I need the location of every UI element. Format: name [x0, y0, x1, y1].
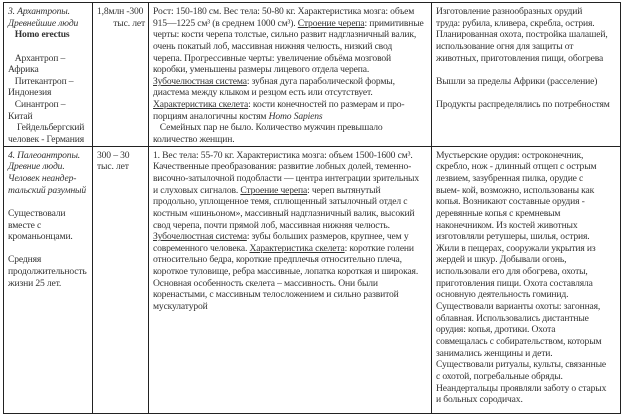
text-line [436, 313, 617, 325]
underlined-heading: Характеристика скелета [153, 99, 249, 111]
stage-cell [4, 146, 93, 413]
text-segment: Семейных пар не было. Количество мужчин превышало [153, 122, 383, 134]
text-line [436, 336, 617, 348]
underlined-heading: Зубочелюстная система [153, 75, 247, 87]
text-segment: Существовали ритуалы, культы, связанные [436, 359, 607, 371]
text-segment: облавная. Использовались дистантные [436, 312, 589, 324]
text-segment: Планированная охота, постройка шалашей, [436, 29, 608, 41]
text-line [153, 278, 428, 290]
table-row-archanthropes [4, 3, 621, 147]
underlined-heading: Строение черепа [240, 184, 308, 196]
text-segment: Существовали варианты охоты: загонная, [436, 301, 601, 313]
stage-cell [4, 3, 93, 147]
text-segment: Homo Sapiens [268, 110, 323, 122]
text-segment: Индонезия [8, 87, 52, 99]
text-segment: Древнейшие люди [8, 17, 79, 29]
text-line [436, 53, 617, 65]
text-segment: Существовали [8, 207, 66, 219]
text-line [436, 348, 617, 360]
text-line [97, 161, 145, 173]
text-line [153, 76, 428, 88]
text-segment: очень покатый лоб, массивная нижняя челюсть, низкий свод [153, 40, 393, 52]
period-cell [93, 3, 149, 147]
text-line [8, 150, 89, 162]
text-segment: : череп вытянутый [307, 184, 381, 196]
text-segment: использование огня для защиты от [436, 40, 574, 52]
text-segment: Вышли за пределы Африки (расселение) [436, 75, 598, 87]
text-line [153, 111, 428, 123]
text-line [8, 99, 89, 111]
text-segment: 1. Вес тела: 55-70 кг. Характеристика мозга: объем 1500-1600 см³. [153, 149, 413, 161]
text-line [153, 231, 428, 243]
text-line [436, 359, 617, 371]
text-segment: свод черепа, почти прямой лоб, массивная нижняя челюсть. [153, 219, 390, 231]
text-segment: 300 – 30 [97, 149, 130, 161]
text-segment: Homo erectus [8, 29, 70, 41]
text-line [153, 87, 428, 99]
text-segment: височно-затылочной подобласти — центра интеграции зрительных [153, 172, 419, 184]
text-line [8, 18, 89, 30]
text-segment: копья. Возникают составные орудия - [436, 196, 585, 208]
text-line [153, 161, 428, 173]
text-segment: количество женщин. [153, 134, 235, 146]
text-line [97, 6, 145, 18]
text-line [8, 53, 89, 65]
text-line [436, 150, 617, 162]
text-line [153, 220, 428, 232]
text-segment: 3. Архантропы. [8, 6, 70, 17]
text-line [436, 64, 617, 76]
text-segment: 1,8млн -300 [97, 6, 144, 17]
text-line [153, 6, 428, 18]
text-segment: тальский разумный [8, 184, 87, 196]
text-line [153, 196, 428, 208]
text-line [153, 173, 428, 185]
text-line [436, 208, 617, 220]
text-line [436, 99, 617, 111]
text-segment: занимались женщины и дети. [436, 347, 553, 359]
text-segment: продолжительность [8, 266, 87, 278]
text-segment: и слуховых сигналов. [153, 184, 241, 196]
text-segment: порциям аналогичны костям [153, 110, 269, 122]
text-segment: относительно бедра, короткие предплечья относительно плеча, [153, 254, 402, 266]
text-segment: наконечником. Из костей животных [436, 219, 578, 231]
text-line [153, 254, 428, 266]
text-line [8, 87, 89, 99]
text-segment: совмещалась с собирательством, которым [436, 335, 602, 347]
text-line [153, 301, 428, 313]
text-line [436, 254, 617, 266]
text-segment: жизни 25 лет. [8, 277, 62, 289]
culture-cell [432, 3, 621, 147]
text-line [8, 173, 89, 185]
text-line [153, 150, 428, 162]
text-line [436, 76, 617, 88]
culture-cell [432, 146, 621, 413]
text-line [8, 111, 89, 123]
text-segment: животных, приготовления пищи, обогрева [436, 52, 604, 64]
text-line [8, 254, 89, 266]
text-line [436, 220, 617, 232]
text-line [153, 243, 428, 255]
text-line [8, 76, 89, 88]
text-line [153, 99, 428, 111]
text-line [153, 289, 428, 301]
text-line [436, 324, 617, 336]
text-segment: Человек неандер- [8, 172, 77, 184]
text-line [436, 289, 617, 301]
text-segment: 4. Палеоантропы. [8, 149, 81, 161]
text-line [436, 278, 617, 290]
text-segment: : короткие голени [344, 242, 414, 254]
text-line [8, 278, 89, 290]
text-segment: черепа. Прогрессивные черты: увеличение объёма мозговой [153, 52, 392, 64]
text-line [436, 185, 617, 197]
text-segment: с охотой, погребальные обряды. [436, 370, 563, 382]
text-line [153, 134, 428, 146]
text-line [436, 196, 617, 208]
text-line [8, 243, 89, 255]
text-segment: коробки, уменьшены размеры лицевого отдела черепа. [153, 64, 370, 76]
text-segment: : зубы больших размеров, крупнее, чем у [246, 231, 409, 243]
text-line [436, 383, 617, 395]
text-segment: продольно, уплощенное темя, сплющенный затылочный отдел с [153, 196, 408, 208]
text-segment: жердей и шкур. Добывали огонь, [436, 254, 567, 266]
text-segment: Архантроп – [8, 52, 66, 64]
text-segment: Гейдельбергский [8, 122, 85, 134]
text-segment: вместе с [8, 219, 42, 231]
text-segment: Основная особенность скелета – массивность. Они были [153, 277, 378, 289]
text-segment: Древние люди. [8, 161, 65, 173]
text-segment: Продукты распределялись по потребностям [436, 99, 610, 111]
text-segment: мускулатурой [153, 301, 208, 313]
text-line [436, 243, 617, 255]
hominid-evolution-table [3, 2, 621, 414]
text-line [8, 122, 89, 134]
text-line [436, 371, 617, 383]
text-segment: : кости конечностей по размерам и про- [248, 99, 405, 111]
text-line [436, 231, 617, 243]
text-segment: Китай [8, 110, 33, 122]
text-segment: Мустьерские орудия: остроконечник, [436, 149, 584, 161]
text-segment: приготовления пищи. Охота составляла [436, 277, 593, 289]
underlined-heading: Зубочелюстная система [153, 231, 247, 243]
text-line [436, 173, 617, 185]
text-line [8, 220, 89, 232]
anatomy-cell [149, 3, 432, 147]
text-segment: орудия: копья, дротики. Охота [436, 324, 556, 336]
text-segment: Синантроп – [8, 99, 66, 111]
text-segment: Изготовление разнообразных орудий [436, 6, 583, 17]
text-segment: основную деятельность гоминид. [436, 289, 569, 301]
text-line [436, 301, 617, 313]
text-segment: выем- кой, возможно, использованы как [436, 184, 595, 196]
text-line [97, 18, 145, 30]
text-segment: человек - Германия [8, 134, 85, 146]
text-line [153, 122, 428, 134]
text-line [436, 87, 617, 99]
text-segment: Качественные преобразования: развитие лобных долей, теменно- [153, 161, 412, 173]
period-cell [93, 146, 149, 413]
text-line [153, 41, 428, 53]
table-row-paleoanthropes [4, 146, 621, 413]
text-segment: Африка [8, 64, 39, 76]
text-line [8, 196, 89, 208]
anatomy-cell [149, 146, 432, 413]
text-segment: короткое туловище, ребра массивные, лопатка короткая и широкая. [153, 266, 419, 278]
text-segment: Рост: 150-180 см. Вес тела: 50-80 кг. Характеристика мозга: объем [153, 6, 415, 17]
text-line [8, 64, 89, 76]
text-segment: Неандертальцы проявляли заботу о старых [436, 382, 607, 394]
text-segment: тыс. лет [97, 161, 129, 173]
text-segment: современного человека. [153, 242, 250, 254]
text-line [436, 18, 617, 30]
text-line [436, 6, 617, 18]
text-segment: и больных сородичах. [436, 394, 523, 406]
text-line [8, 134, 89, 146]
text-segment: Средняя [8, 254, 42, 266]
text-line [8, 29, 89, 41]
text-line [8, 6, 89, 18]
text-line [8, 208, 89, 220]
underlined-heading: Строение черепа [297, 17, 365, 29]
text-line [8, 266, 89, 278]
text-segment: : примитивные [364, 17, 424, 29]
text-line [436, 394, 617, 406]
text-segment: лезвием, зазубренная пилка, орудие с [436, 172, 584, 184]
text-line [153, 18, 428, 30]
text-line [436, 161, 617, 173]
text-segment: 915—1225 см³ (в среднем 1000 см³). [153, 17, 298, 29]
text-segment: изготовляли ретушеры, шилья, острия. [436, 231, 590, 243]
text-line [153, 53, 428, 65]
text-segment: тыс. лет [113, 17, 145, 29]
text-line [153, 208, 428, 220]
text-segment: деревянные копья с кремневым [436, 207, 561, 219]
text-segment: : зубная дуга параболической формы, [246, 75, 395, 87]
text-segment: использовали его для обогрева, охоты, [436, 266, 588, 278]
text-segment: диастема между клыком и резцом есть или отсутствует. [153, 87, 373, 99]
text-line [436, 41, 617, 53]
text-segment: скребло, нож - длинный отщеп с острым [436, 161, 597, 173]
text-segment: костным «шиньоном», массивный надглазничный валик, высокий [153, 207, 415, 219]
text-line [97, 150, 145, 162]
text-line [153, 64, 428, 76]
text-segment: черты: кости черепа толстые, сильно развит надглазничный валик, [153, 29, 417, 41]
text-segment: кроманьонцами. [8, 231, 73, 243]
text-segment: коренастыми, с массивным телосложением и сильно развитой [153, 289, 399, 301]
underlined-heading: Характеристика скелета [249, 242, 345, 254]
text-line [8, 41, 89, 53]
text-line [436, 266, 617, 278]
text-line [8, 161, 89, 173]
text-segment: Жили в пещерах, сооружали укрытия из [436, 242, 596, 254]
text-line [436, 29, 617, 41]
text-line [153, 185, 428, 197]
text-line [153, 29, 428, 41]
text-segment: Питекантроп – [8, 75, 74, 87]
text-line [8, 231, 89, 243]
text-line [153, 266, 428, 278]
text-line [8, 185, 89, 197]
text-segment: труда: рубила, кливера, скребла, острия. [436, 17, 595, 29]
